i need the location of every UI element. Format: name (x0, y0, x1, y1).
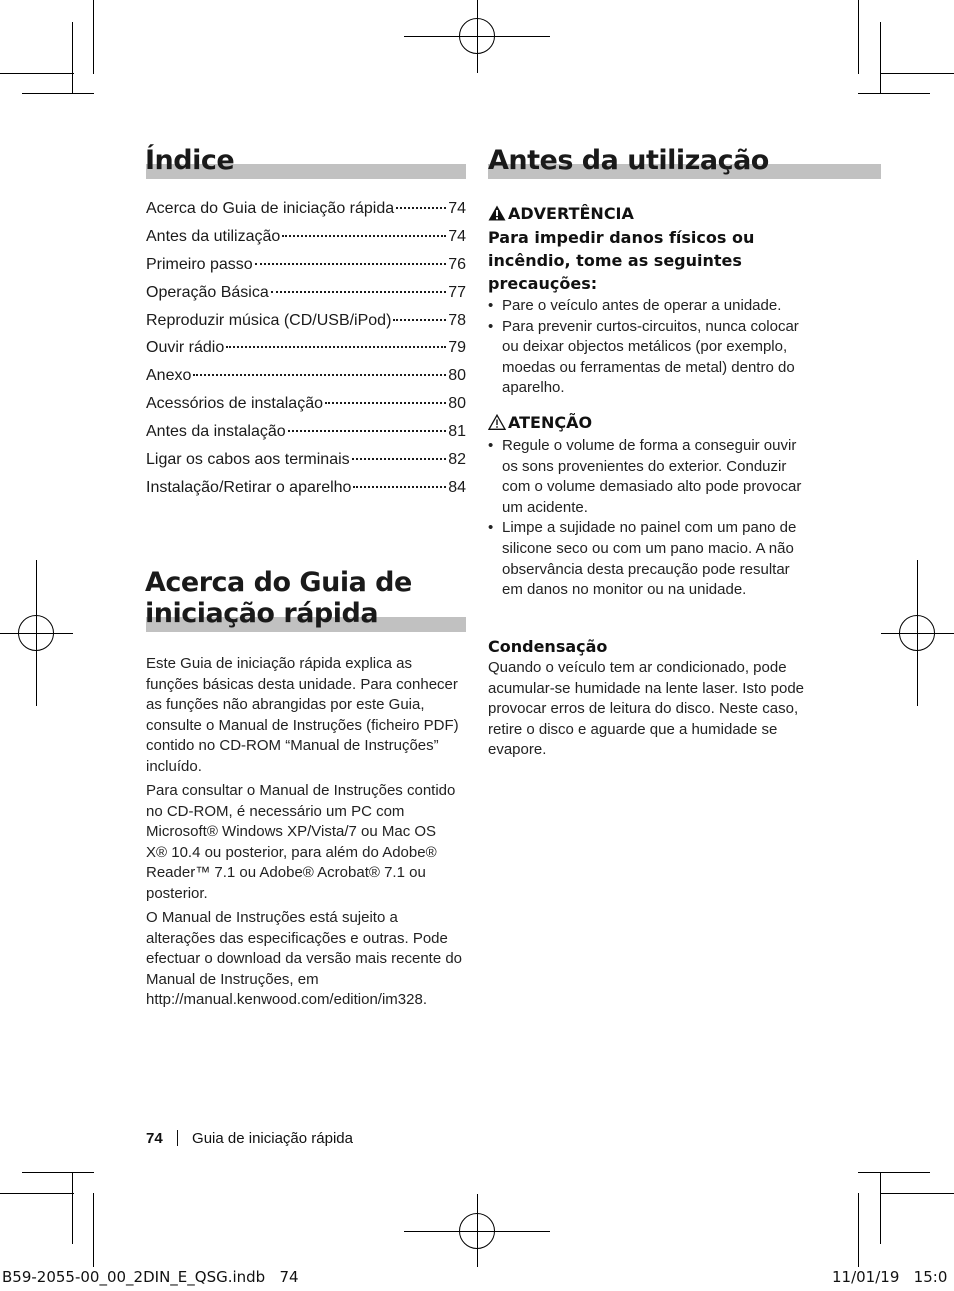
footer-divider (177, 1130, 178, 1146)
toc-entry[interactable] (146, 451, 466, 479)
toc-entry-page: 78 (448, 311, 466, 329)
toc-entry[interactable] (146, 395, 466, 423)
toc-entry-label: Reproduzir música (CD/USB/iPod) (146, 311, 392, 329)
toc-entry[interactable] (146, 256, 466, 284)
list-item: • Limpe a sujidade no painel com um pano de silicone seco ou com um pano macio. A não observância desta precaução pode resultar em danos no monitor ou na unidade. (488, 518, 806, 600)
toc-entry-page: 79 (448, 339, 466, 357)
toc-entry-label: Antes da utilização (146, 227, 281, 245)
toc-entry-label: Acessórios de instalação (146, 395, 323, 413)
list-item: • Para prevenir curtos-circuitos, nunca colocar ou deixar objectos metálicos (por exemplo, moedas ou ferramentas de metal) dentro do aparelho. (488, 317, 806, 399)
toc-entry-page: 81 (448, 423, 466, 441)
caution-label: ATENÇÃO (508, 413, 593, 432)
toc-title: Índice (145, 145, 235, 176)
toc-entry-page: 80 (448, 395, 466, 413)
warning-list (488, 296, 806, 399)
warning-subhead: Para impedir danos físicos ou incêndio, tome as seguintes precauções: (488, 228, 755, 293)
guide-name: Guia de iniciação rápida (192, 1130, 353, 1147)
before-use-title: Antes da utilização (488, 145, 769, 176)
caution-heading (488, 411, 592, 434)
toc-entry-page: 84 (448, 478, 466, 496)
about-paragraph: Para consultar o Manual de Instruções contido no CD-ROM, é necessário um PC com Microsoft® Windows XP/Vista/7 ou Mac OS X® 10.4 ou posterior, para além do Adobe® Reader™ 7.1 ou Adobe® Acrobat® 7.1 ou posterior. (146, 782, 456, 902)
toc-entry[interactable] (146, 367, 466, 395)
condensation-title: Condensação (488, 637, 608, 656)
warning-heading (488, 202, 634, 225)
toc-entry-page: 82 (448, 451, 466, 469)
about-title (145, 567, 412, 629)
about-title-line2: iniciação rápida (145, 598, 379, 629)
about-paragraph: Este Guia de iniciação rápida explica as funções básicas desta unidade. Para conhecer as funções não abrangidas por este Guia, consulte o Manual de Instruções (ficheiro PDF) contido no CD-ROM “Manual de Instruções” incluído. (146, 655, 459, 775)
toc-entry[interactable] (146, 228, 466, 256)
toc-entry[interactable] (146, 423, 466, 451)
print-slug-date: 11/01/19 15:0 (832, 1268, 948, 1286)
warning-filled-icon (488, 205, 506, 221)
toc-entry-page: 76 (448, 255, 466, 273)
toc-entry-label: Instalação/Retirar o aparelho (146, 478, 352, 496)
footer (146, 1130, 353, 1147)
toc-entry-label: Ouvir rádio (146, 339, 225, 357)
print-slug-file: B59-2055-00_00_2DIN_E_QSG.indb 74 (2, 1268, 299, 1286)
list-item: • Pare o veículo antes de operar a unidade. (488, 296, 806, 317)
toc-entry-label: Primeiro passo (146, 255, 253, 273)
warning-label: ADVERTÊNCIA (508, 204, 634, 223)
toc-entry[interactable] (146, 339, 466, 367)
toc-entry-label: Acerca do Guia de iniciação rápida (146, 200, 395, 217)
toc-entry[interactable] (146, 312, 466, 340)
about-paragraph: O Manual de Instruções está sujeito a alterações das especificações e outras. Pode efectuar o download da versão mais recente do Manual de Instruções, em http://manual.kenwood.com/edition/im328. (146, 909, 463, 1009)
toc-entry-label: Operação Básica (146, 283, 269, 301)
condensation-text: Quando o veículo tem ar condicionado, pode acumular-se humidade na lente laser. Isto pode provocar erros de leitura do disco. Neste caso, retire o disco e aguarde que a humidade se evapore. (488, 659, 805, 759)
caution-outline-icon (488, 414, 506, 430)
toc-entry[interactable] (146, 284, 466, 312)
caution-list (488, 436, 806, 601)
toc-entry-page: 74 (448, 227, 466, 245)
toc-entry-page: 80 (448, 367, 466, 385)
toc-entry[interactable] (146, 479, 466, 507)
toc-entry[interactable] (146, 200, 466, 228)
toc-entry-page: 74 (448, 200, 466, 217)
toc-entry-label: Anexo (146, 367, 192, 385)
about-title-line1: Acerca do Guia de (145, 567, 412, 598)
toc-entry-label: Ligar os cabos aos terminais (146, 451, 350, 469)
page-number: 74 (146, 1130, 163, 1147)
list-item: • Regule o volume de forma a conseguir ouvir os sons provenientes do exterior. Conduzir com o volume demasiado alto pode provocar um acidente. (488, 436, 806, 518)
toc-entry-label: Antes da instalação (146, 423, 286, 441)
table-of-contents (146, 200, 466, 507)
toc-entry-page: 77 (448, 283, 466, 301)
